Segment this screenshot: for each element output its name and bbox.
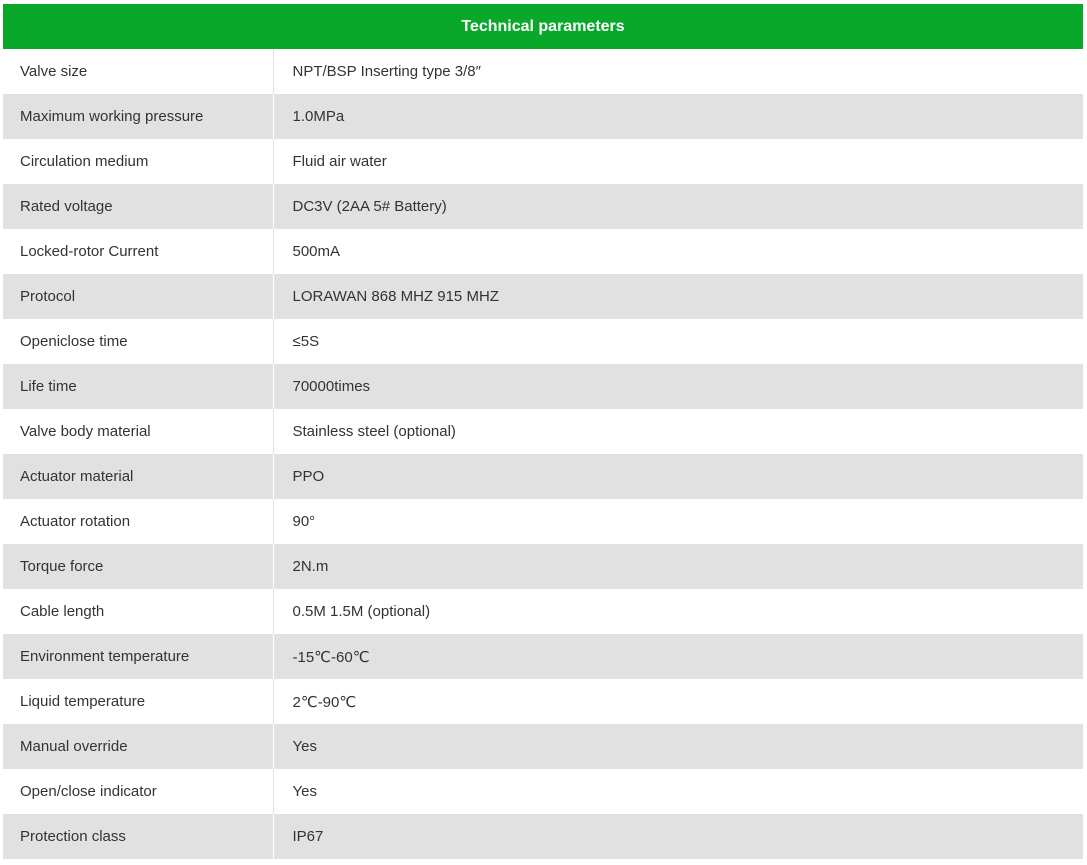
parameter-label: Maximum working pressure — [3, 94, 273, 139]
parameter-value: 2℃-90℃ — [273, 679, 1083, 724]
technical-parameters-sheet — [3, 4, 1083, 859]
table-row — [3, 679, 1083, 724]
technical-parameters-table — [3, 4, 1083, 859]
table-row — [3, 184, 1083, 229]
parameter-label: Life time — [3, 364, 273, 409]
table-row — [3, 814, 1083, 859]
parameter-value: 1.0MPa — [273, 94, 1083, 139]
table-row — [3, 589, 1083, 634]
table-row — [3, 319, 1083, 364]
parameter-label: Actuator material — [3, 454, 273, 499]
parameter-label: Valve body material — [3, 409, 273, 454]
parameter-value: DC3V (2AA 5# Battery) — [273, 184, 1083, 229]
table-title: Technical parameters — [3, 4, 1083, 49]
parameter-label: Open/close indicator — [3, 769, 273, 814]
parameter-label: Cable length — [3, 589, 273, 634]
parameter-value: Stainless steel (optional) — [273, 409, 1083, 454]
parameter-value: 90° — [273, 499, 1083, 544]
parameter-value: 2N.m — [273, 544, 1083, 589]
parameter-value: PPO — [273, 454, 1083, 499]
parameter-value: LORAWAN 868 MHZ 915 MHZ — [273, 274, 1083, 319]
parameter-value: -15℃-60℃ — [273, 634, 1083, 679]
parameter-label: Torque force — [3, 544, 273, 589]
table-row — [3, 94, 1083, 139]
parameter-label: Environment temperature — [3, 634, 273, 679]
parameter-label: Liquid temperature — [3, 679, 273, 724]
parameter-value: 0.5M 1.5M (optional) — [273, 589, 1083, 634]
parameter-label: Actuator rotation — [3, 499, 273, 544]
table-row — [3, 409, 1083, 454]
parameter-value: Fluid air water — [273, 139, 1083, 184]
parameter-label: Openiclose time — [3, 319, 273, 364]
table-header-row — [3, 4, 1083, 49]
parameter-label: Valve size — [3, 49, 273, 94]
table-row — [3, 139, 1083, 184]
table-row — [3, 544, 1083, 589]
parameter-value: ≤5S — [273, 319, 1083, 364]
table-row — [3, 769, 1083, 814]
parameter-label: Rated voltage — [3, 184, 273, 229]
parameter-label: Protocol — [3, 274, 273, 319]
parameter-value: Yes — [273, 769, 1083, 814]
parameter-value: Yes — [273, 724, 1083, 769]
parameter-label: Locked-rotor Current — [3, 229, 273, 274]
parameter-value: 500mA — [273, 229, 1083, 274]
parameter-value: IP67 — [273, 814, 1083, 859]
table-row — [3, 364, 1083, 409]
parameter-value: NPT/BSP Inserting type 3/8″ — [273, 49, 1083, 94]
parameter-value: 70000times — [273, 364, 1083, 409]
table-row — [3, 499, 1083, 544]
parameter-label: Manual override — [3, 724, 273, 769]
table-body — [3, 49, 1083, 859]
parameter-label: Circulation medium — [3, 139, 273, 184]
table-row — [3, 724, 1083, 769]
parameter-label: Protection class — [3, 814, 273, 859]
table-row — [3, 274, 1083, 319]
table-row — [3, 454, 1083, 499]
table-row — [3, 634, 1083, 679]
table-row — [3, 49, 1083, 94]
table-row — [3, 229, 1083, 274]
